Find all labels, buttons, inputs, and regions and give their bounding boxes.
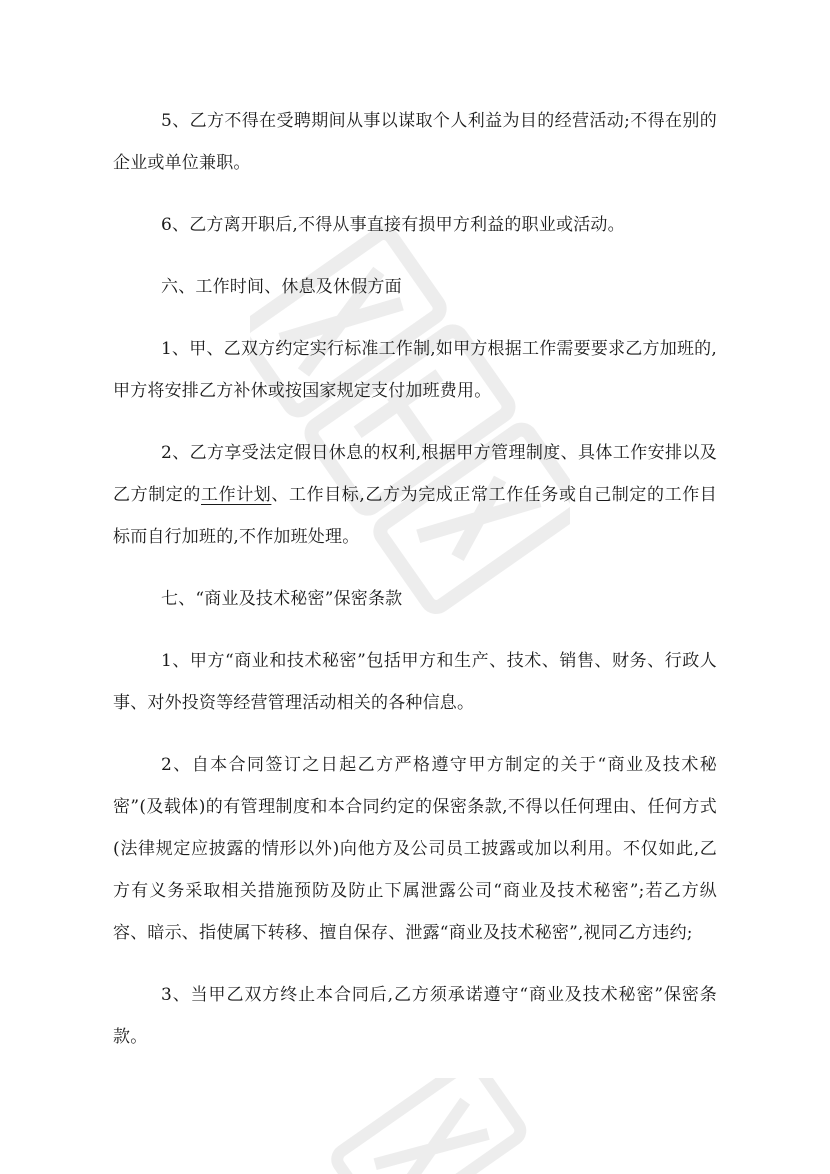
clause-2-text-before: 2、乙方享受法定假日休息的权利,根据甲方管理制度、具体工作安排以及乙方制定的 [113,443,717,505]
section-7-clause-1: 1、甲方“商业和技术秘密”包括甲方和生产、技术、销售、财务、行政人事、对外投资等经营管理活动相关的各种信息。 [113,651,717,713]
document-body [113,100,717,1058]
clause-2-text-after: 、工作目标,乙方为完成正常工作任务或自己制定的工作目标而自行加班的,不作加班处理。 [113,485,717,547]
clause-6: 6、乙方离开职后,不得从事直接有损甲方利益的职业或活动。 [161,215,625,235]
section-6-heading: 六、工作时间、休息及休假方面 [161,277,402,297]
clause-5: 5、乙方不得在受聘期间从事以谋取个人利益为目的经营活动;不得在别的企业或单位兼职。 [113,111,717,173]
work-plan-link[interactable]: 工作计划 [201,485,272,505]
section-7-clause-3: 3、当甲乙双方终止本合同后,乙方须承诺遵守“商业及技术秘密”保密条款。 [113,985,717,1047]
section-7-heading: 七、“商业及技术秘密”保密条款 [161,589,403,609]
section-6-clause-1: 1、甲、乙双方约定实行标准工作制,如甲方根据工作需要要求乙方加班的,甲方将安排乙方补休或按国家规定支付加班费用。 [113,339,717,401]
section-7-clause-2: 2、自本合同签订之日起乙方严格遵守甲方制定的关于“商业及技术秘密”(及载体)的有管理制度和本合同约定的保密条款,不得以任何理由、任何方式(法律规定应披露的情形以外)向他方及公司员工披露或加以利用。不仅如此,乙方有义务采取相关措施预防及防止下属泄露公司“商业及技术秘密”;若乙方纵容、暗示、指使属下转移、擅自保存、泄露“商业及技术秘密”,视同乙方违约; [113,755,717,943]
watermark-graphic-bottom [300,1078,560,1174]
section-6-clause-2 [113,432,717,558]
